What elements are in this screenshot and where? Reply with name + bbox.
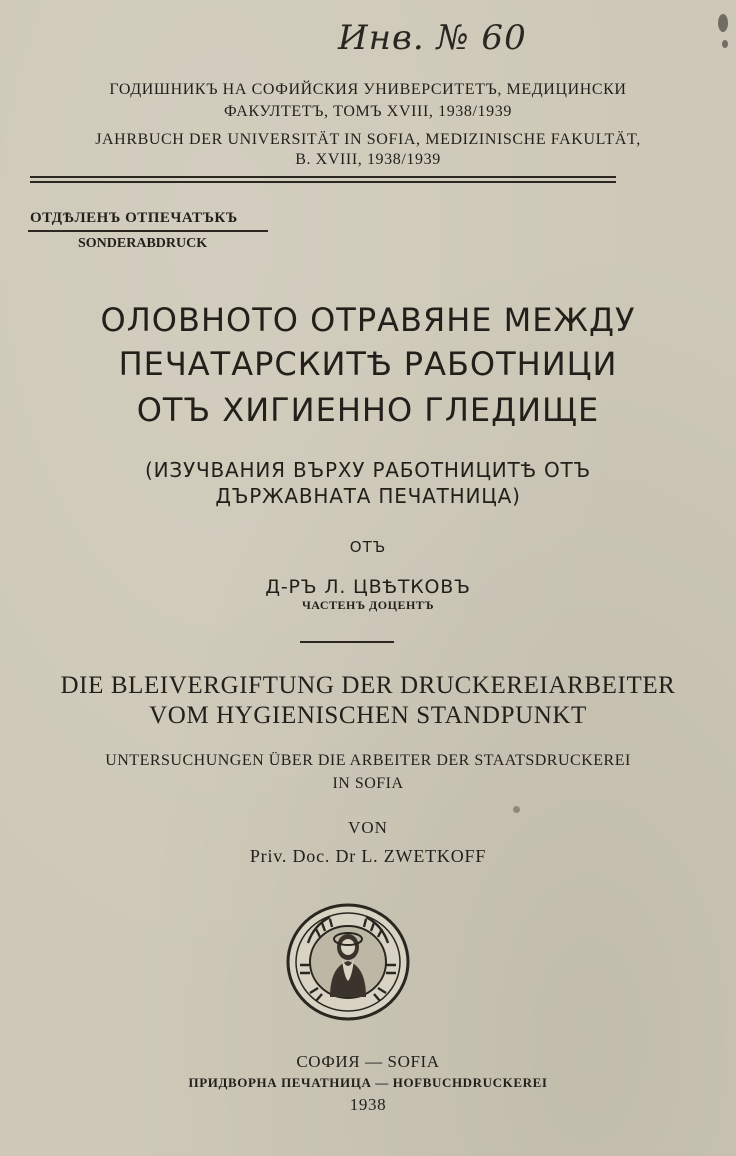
imprint-city: СОФИЯ — SOFIA (296, 1052, 440, 1071)
header-rule-top (30, 176, 616, 178)
journal-title-de-line1: JAHRBUCH DER UNIVERSITÄT IN SOFIA, MEDIZINISCHE FAKULTÄT, (95, 131, 641, 148)
title-bg-line1: ОЛОВНОТО ОТРАВЯНЕ МЕЖДУ (100, 301, 636, 339)
header-rule-bottom (30, 181, 616, 183)
ink-blot (513, 806, 520, 813)
author-de-by: VON (348, 818, 388, 837)
imprint-year: 1938 (349, 1095, 387, 1114)
subtitle-bg-line2: ДЪРЖАВНАТА ПЕЧАТНИЦА) (215, 484, 521, 508)
title-de-line1: DIE BLEIVERGIFTUNG DER DRUCKEREIARBEITER (60, 672, 676, 699)
author-bg-by: ОТЪ (349, 538, 387, 556)
offprint-label-bg: ОТДѢЛЕНЪ ОТПЕЧАТЪКЪ (30, 210, 238, 226)
printer-seal-emblem (286, 903, 410, 1021)
journal-title-bg-line2: ФАКУЛТЕТЪ, ТОМЪ XVIII, 1938/1939 (224, 103, 512, 120)
subtitle-bg-line1: (ИЗУЧВАНИЯ ВЪРХУ РАБОТНИЦИТѢ ОТЪ (145, 458, 591, 482)
title-bg-line3: ОТЪ ХИГИЕННО ГЛЕДИЩЕ (136, 391, 600, 429)
subtitle-de-line2: IN SOFIA (332, 775, 404, 792)
author-de-name: Priv. Doc. Dr L. ZWETKOFF (249, 846, 487, 866)
journal-title-bg-line1: ГОДИШНИКЪ НА СОФИЙСКИЯ УНИВЕРСИТЕТЪ, МЕДИЦИНСКИ (109, 81, 627, 98)
offprint-label-de: SONDERABDRUCK (78, 236, 208, 251)
title-de-line2: VOM HYGIENISCHEN STANDPUNKT (149, 702, 587, 729)
section-divider (300, 641, 394, 643)
author-bg-name: Д-РЪ Л. ЦВѢТКОВЪ (265, 576, 471, 598)
journal-title-de-line2: B. XVIII, 1938/1939 (295, 151, 441, 168)
ink-blot (718, 14, 728, 32)
offprint-underline (28, 230, 268, 232)
author-bg-rank: ЧАСТЕНЪ ДОЦЕНТЪ (301, 598, 434, 612)
inventory-note-handwritten: Инв. № 60 (338, 18, 527, 58)
title-bg-line2: ПЕЧАТАРСКИТѢ РАБОТНИЦИ (118, 345, 618, 383)
subtitle-de-line1: UNTERSUCHUNGEN ÜBER DIE ARBEITER DER STAATSDRUCKEREI (105, 752, 631, 769)
ink-blot (722, 40, 728, 48)
imprint-printer: ПРИДВОРНА ПЕЧАТНИЦА — HOFBUCHDRUCKEREI (188, 1075, 548, 1090)
